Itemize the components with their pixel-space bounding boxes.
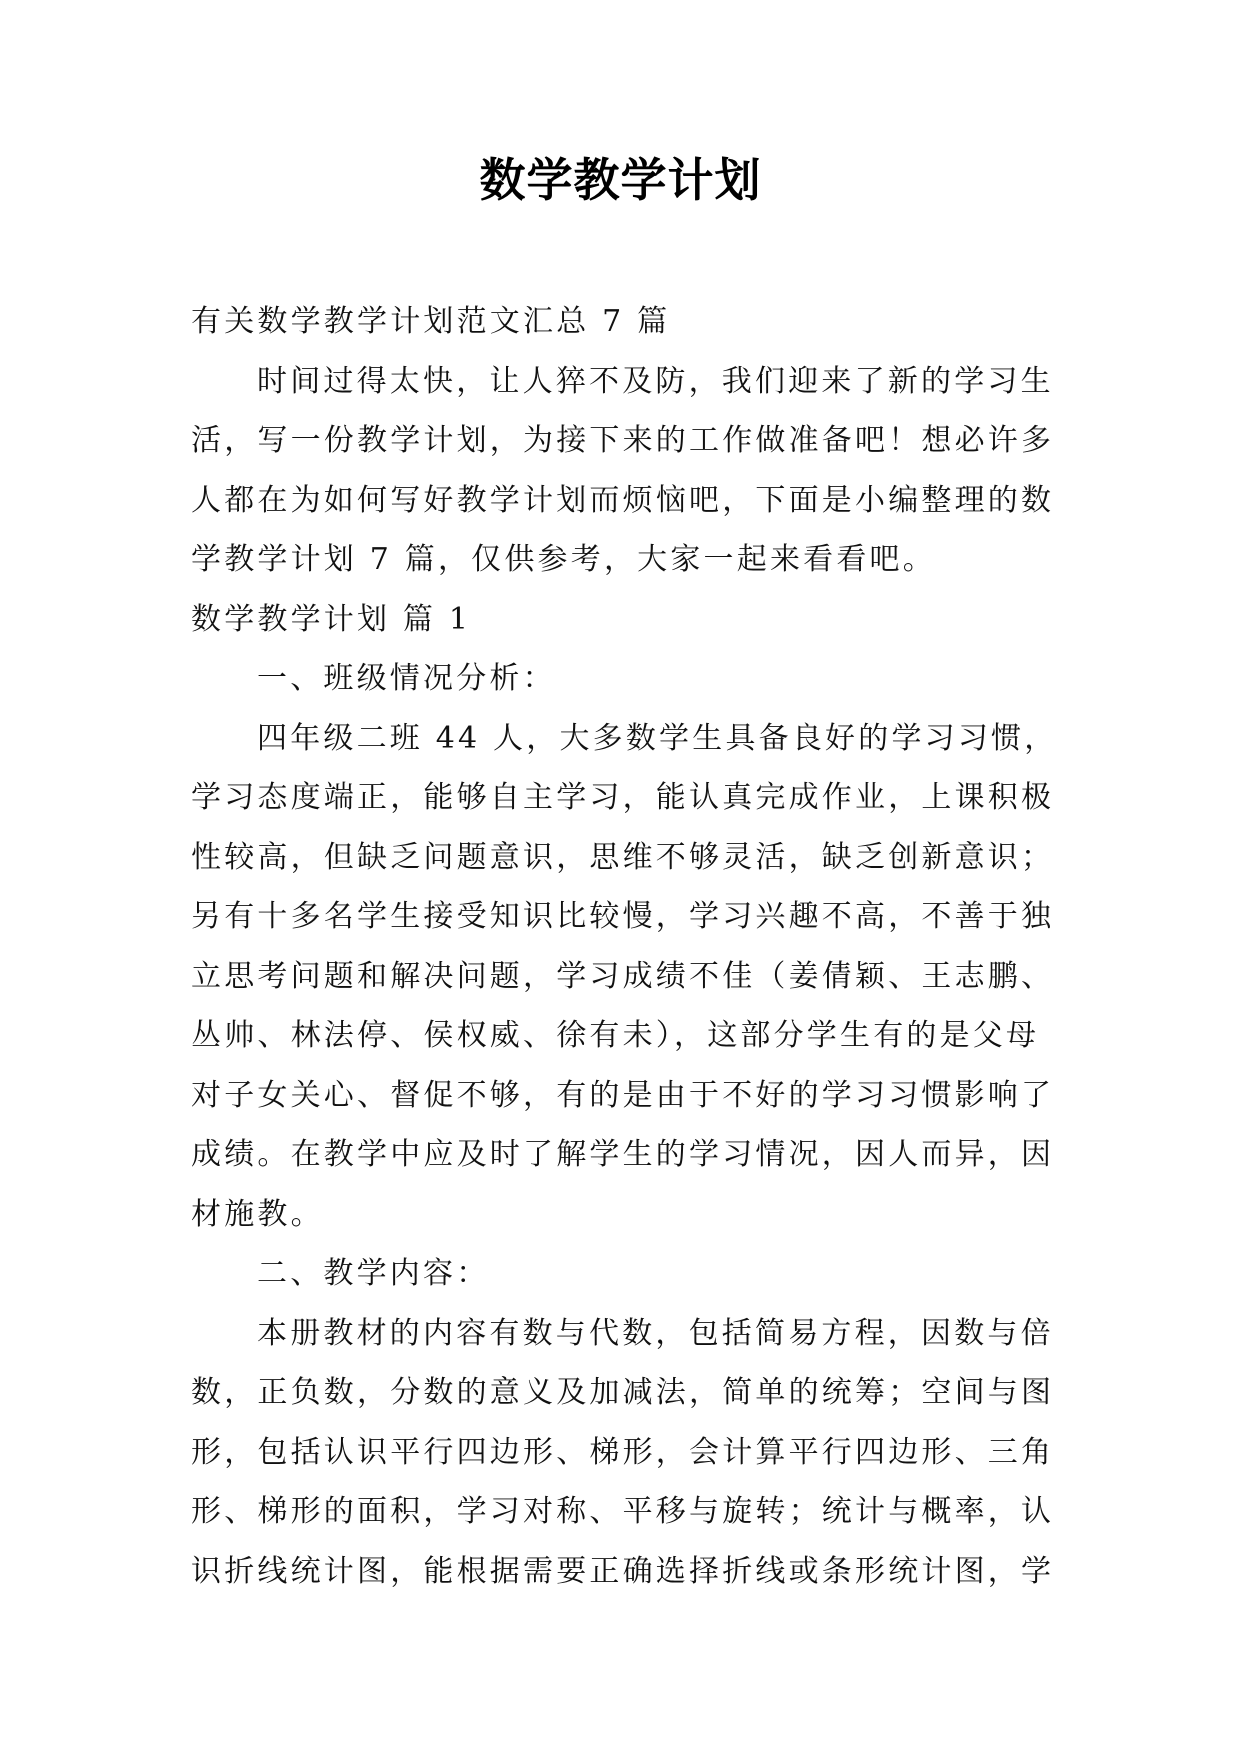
text-line: 数，正负数，分数的意义及加减法，简单的统筹；空间与图 xyxy=(191,1375,1055,1410)
text-line: 成绩。在教学中应及时了解学生的学习情况，因人而异，因 xyxy=(191,1137,1055,1172)
text-line: 数学教学计划 篇 1 xyxy=(191,601,472,637)
text-line: 另有十多名学生接受知识比较慢，学习兴趣不高，不善于独 xyxy=(191,899,1055,934)
text-line: 活，写一份教学计划，为接下来的工作做准备吧！想必许多 xyxy=(191,423,1055,458)
text-line: 立思考问题和解决问题，学习成绩不佳（姜倩颖、王志鹏、 xyxy=(191,958,1055,994)
text-line: 人都在为如何写好教学计划而烦恼吧，下面是小编整理的数 xyxy=(191,482,1055,518)
text-line: 二、教学内容： xyxy=(257,1256,490,1291)
text-line: 时间过得太快，让人猝不及防，我们迎来了新的学习生 xyxy=(257,363,1054,399)
text-line: 材施教。 xyxy=(191,1196,324,1232)
text-line: 一、班级情况分析： xyxy=(257,661,556,696)
text-line: 有关数学教学计划范文汇总 7 篇 xyxy=(191,304,671,339)
text-line: 丛帅、林法停、侯权威、徐有未），这部分学生有的是父母 xyxy=(191,1018,1040,1053)
text-line: 形，包括认识平行四边形、梯形，会计算平行四边形、三角 xyxy=(191,1434,1055,1470)
text-line: 形、梯形的面积，学习对称、平移与旋转；统计与概率，认 xyxy=(191,1494,1055,1529)
text-line: 识折线统计图，能根据需要正确选择折线或条形统计图，学 xyxy=(191,1553,1055,1589)
text-line: 性较高，但缺乏问题意识，思维不够灵活，缺乏创新意识； xyxy=(191,839,1055,875)
text-line: 本册教材的内容有数与代数，包括简易方程，因数与倍 xyxy=(257,1315,1054,1351)
text-line: 对子女关心、督促不够，有的是由于不好的学习习惯影响了 xyxy=(191,1077,1055,1113)
text-line: 学教学计划 7 篇，仅供参考，大家一起来看看吧。 xyxy=(191,542,936,577)
page-title: 数学教学计划 xyxy=(479,153,762,207)
document-body xyxy=(191,292,1071,1601)
text-line: 四年级二班 44 人，大多数学生具备良好的学习习惯， xyxy=(257,720,1058,756)
text-line: 学习态度端正，能够自主学习，能认真完成作业，上课积极 xyxy=(191,780,1055,815)
